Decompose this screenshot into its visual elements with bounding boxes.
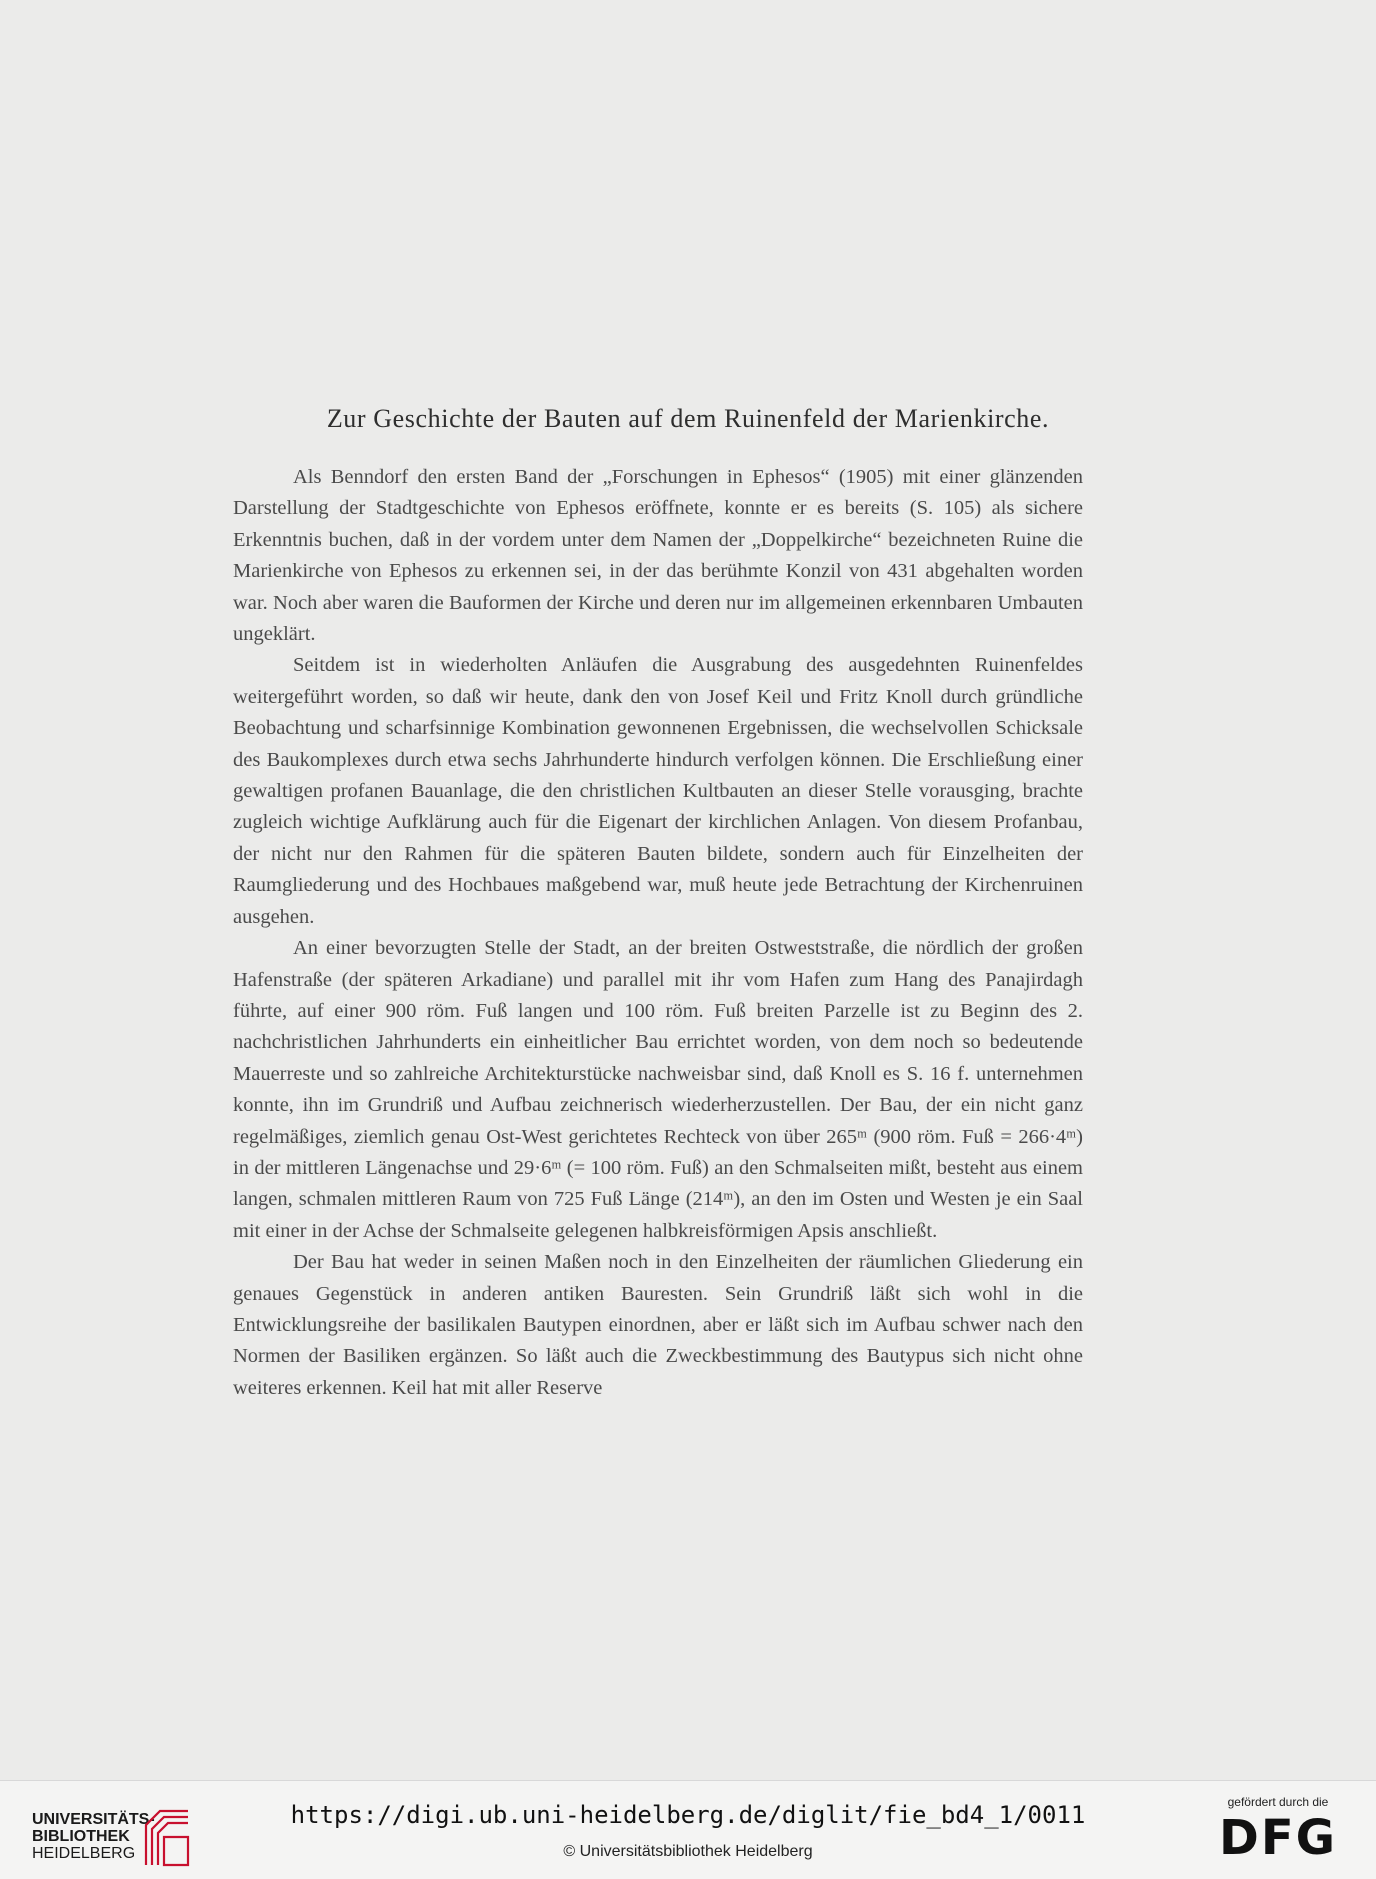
paragraph-4: Der Bau hat weder in seinen Maßen noch in den Einzelheiten der räumlichen Gliederung ein genaues Gegenstück in anderen antiken Bauresten. Sein Grundriß läßt sich wohl in die Entwicklungsreihe der basilikalen Bautypen einordnen, aber er läßt sich im Aufbau schwer nach den Normen der Basiliken ergänzen. So läßt auch die Zweckbestimmung des Bautypus sich nicht ohne weiteres erkennen. Keil hat mit aller Reserve — [233, 1251, 1083, 1399]
page-title: Zur Geschichte der Bauten auf dem Ruinenfeld der Marienkirche. — [326, 404, 1050, 433]
page-url[interactable]: https://digi.ub.uni-heidelberg.de/diglit/fie_bd4_1/0011 — [290, 1801, 1086, 1829]
paragraph-3: An einer bevorzugten Stelle der Stadt, an der breiten Ostweststraße, die nördlich der großen Hafenstraße (der späteren Arkadiane) und parallel mit ihr vom Hafen zum Hang des Panajirdagh führte, auf einer 900 röm. Fuß langen und 100 röm. Fuß breiten Parzelle ist zu Beginn des 2. nachchristlichen Jahrhunderts ein einheitlicher Bau errichtet worden, von dem noch so bedeutende Mauerreste und so zahlreiche Architekturstücke nachweisbar sind, daß Knoll es S. 16 f. unternehmen konnte, ihn im Grundriß und Aufbau zeichnerisch wiederherzustellen. Der Bau, der ein nicht ganz regelmäßiges, ziemlich genau Ost-West gerichtetes Rechteck von über 265ᵐ (900 röm. Fuß = 266·4ᵐ) in der mittleren Längenachse und 29·6ᵐ (= 100 röm. Fuß) an den Schmalseiten mißt, besteht aus einem langen, schmalen mittleren Raum von 725 Fuß Länge (214ᵐ), an den im Osten und Westen je ein Saal mit einer in der Achse der Schmalseite gelegenen halbkreisförmigen Apsis anschließt. — [233, 937, 1083, 1242]
body-text — [233, 462, 1083, 1404]
dfg-wordmark: DFG — [1218, 1810, 1338, 1866]
paragraph-2: Seitdem ist in wiederholten Anläufen die Ausgrabung des ausgedehnten Ruinenfeldes weitergeführt worden, so daß wir heute, dank den von Josef Keil und Fritz Knoll durch gründliche Beobachtung und scharfsinnige Kombination gewonnenen Ergebnissen, die wechselvollen Schicksale des Baukomplexes durch etwa sechs Jahrhunderte hindurch verfolgen können. Die Erschließung einer gewaltigen profanen Bauanlage, die den christlichen Kultbauten an dieser Stelle vorausging, brachte zugleich wichtige Aufklärung auch für die Eigenart der kirchlichen Anlagen. Von diesem Profanbau, der nicht nur den Rahmen für die späteren Bauten bildete, sondern auch für Einzelheiten der Raumgliederung und des Hochbaues maßgebend war, muß heute jede Betrachtung der Kirchenruinen ausgehen. — [233, 654, 1083, 928]
copyright-notice: © Universitätsbibliothek Heidelberg — [563, 1843, 813, 1860]
paragraph-1: Als Benndorf den ersten Band der „Forschungen in Ephesos“ (1905) mit einer glänzenden Darstellung der Stadtgeschichte von Ephesos eröffnete, konnte er es bereits (S. 105) als sichere Erkenntnis buchen, daß in der vordem unter dem Namen der „Doppelkirche“ bezeichneten Ruine die Marienkirche von Ephesos zu erkennen sei, in der das berühmte Konzil von 431 abgehalten worden war. Noch aber waren die Bauformen der Kirche und deren nur im allgemeinen erkennbaren Umbauten ungeklärt. — [233, 466, 1083, 646]
library-line-1: UNIVERSITÄTS- — [32, 1811, 155, 1828]
funding-note: gefördert durch die — [1227, 1795, 1329, 1809]
library-line-2: BIBLIOTHEK — [32, 1828, 130, 1845]
library-line-3: HEIDELBERG — [32, 1845, 136, 1862]
dfg-logo[interactable] — [1208, 1795, 1348, 1866]
viewer-footer — [0, 1780, 1376, 1879]
